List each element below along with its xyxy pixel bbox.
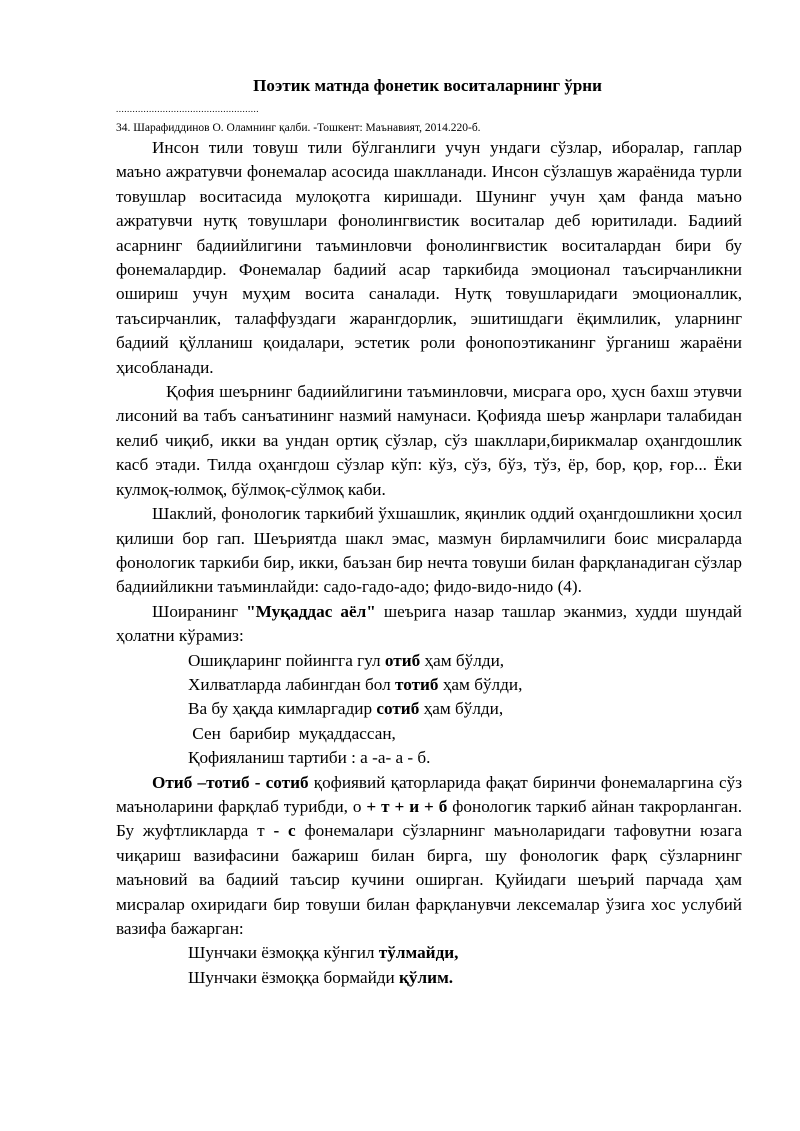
rhyme-word: сотиб (376, 699, 420, 719)
verse-line-text: Шунчаки ёзмоққа кўнгил (188, 943, 379, 963)
footnote: 34. Шарафиддинов О. Оламнинг қалби. -Тошкент: Маънавият, 2014.220-б. (116, 122, 481, 134)
phoneme-pair: - с (273, 821, 296, 841)
verse-line-text: Хилватларда лабингдан бол (188, 674, 395, 694)
phonological-formula: + т + и + б (366, 796, 448, 816)
page-title-text: Поэтик матнда фонетик воситаларнинг ўрни (253, 76, 602, 95)
verse-line-text: Ошиқларинг пойингга гул (188, 650, 385, 670)
rhyme-word: тўлмайди, (378, 943, 459, 963)
paragraph-1: Инсон тили товуш тили бўлганлиги учун ундаги сўзлар, иборалар, гаплар маъно ажратувчи фонемалар асосида шаклланади. Инсон сўзлашув жараёнида турли товушлар воситасида мулоқотга киришади. Шунинг учун ҳам фанда маъно ажратувчи нутқ товушлари фонолингвистик воситалар деб юритилади. Бадиий асарнинг бадиийлигини таъминловчи фонолингвистик воситалардан бири бу фонемалардир. Фонемалар бадиий асар таркибида эмоционал таъсирчанликни ошириш учун муҳим восита саналади. Нутқ товушларидаги эмоционаллик, таъсирчанлик, талаффуздаги жарангдорлик, эшитишдаги ёқимлилик, уларнинг бадиий қўлланиш қоидалари, эстетик роли фонопоэтиканинг ўрганиш жараёни ҳисобланади. (116, 138, 742, 377)
paragraph-4-text-end: шеърига назар ташлар эканмиз, худди шундай ҳолатни кўрамиз: (116, 601, 743, 646)
paragraph-2: Қофия шеърнинг бадиийлигини таъминловчи, мисрага оро, ҳусн бахш этувчи лисоний ва табъ санъатининг назмий намунаси. Қофияда шеър жанрлари талабидан келиб чиқиб, икки ва ундан ортиқ сўзлар, сўз шакллари,бирикмалар оҳангдошлик касб этади. Тилда оҳангдош сўзлар кўп: кўз, сўз, бўз, тўз, ёр, бор, қор, ғор... Ёки кулмоқ-юлмоқ, бўлмоқ-сўлмоқ каби. (116, 382, 742, 499)
paragraph-3: Шаклий, фонологик таркибий ўхшашлик, яқинлик оддий оҳангдошликни ҳосил қилиши бор гап. Шеъриятда шакл эмас, мазмун бирламчилиги боис мисраларда фонологик таркиби бир, икки, баъзан бир нечта товуши билан фарқланадиган сўзлар бадиийликни таъминлайди: садо-гадо-адо; фидо-видо-нидо (4). (116, 504, 742, 597)
rhyme-word: отиб (384, 650, 421, 670)
verse-line-end: ҳам бўлди, (438, 674, 523, 694)
paragraph-5-text-2: фонологик таркиб айнан такрорланган. Бу жуфтликларда т (116, 796, 743, 841)
verse-line-text: Шунчаки ёзмоққа бормайди (188, 967, 400, 987)
rhyme-scheme-text: Қофияланиш тартиби : а -а- а - б. (188, 748, 431, 768)
rhyme-scheme (116, 746, 742, 770)
verse-line (116, 649, 742, 673)
verse-line (116, 722, 742, 746)
verse-line (116, 673, 742, 697)
document-body (116, 136, 742, 990)
verse-line-end: ҳам бўлди, (419, 699, 504, 719)
paragraph-5-text: қофиявий қаторларида фақат биринчи фонемаларгина сўз маъноларини фарқлаб турибди, о (116, 772, 742, 816)
rhyme-words: Отиб –тотиб - сотиб (152, 772, 309, 792)
footnote-separator: .................................................... (116, 104, 259, 114)
verse-line-text: Ва бу ҳақда кимларгадир (188, 699, 377, 719)
verse-line (116, 966, 742, 990)
paragraph-5-text-3: фонемалари сўзларнинг маъноларидаги тафовутни юзага чиқариш вазифасини бажариш билан бирга, шу фонологик фарқ сўзларнинг маъновий ва бадиий таъсир кучини оширган. Қуйидаги шеърий парчада ҳам мисралар охиридаги бир товуши билан фарқланувчи лексемалар ўзига хос услубий вазифа бажарган: (116, 821, 742, 938)
verse-line (116, 941, 742, 965)
poem-title: "Муқаддас аёл" (246, 601, 376, 621)
verse-line-end: ҳам бўлди, (420, 650, 505, 670)
rhyme-word: қўлим. (399, 967, 454, 987)
paragraph-4-text: Шоиранинг (152, 601, 247, 621)
verse-line (116, 697, 742, 721)
rhyme-word: тотиб (394, 674, 439, 694)
paragraph-5 (116, 771, 742, 942)
page-title (0, 76, 800, 96)
verse-line-text: Сен барибир муқаддассан, (188, 723, 396, 743)
paragraph-4 (116, 600, 742, 649)
